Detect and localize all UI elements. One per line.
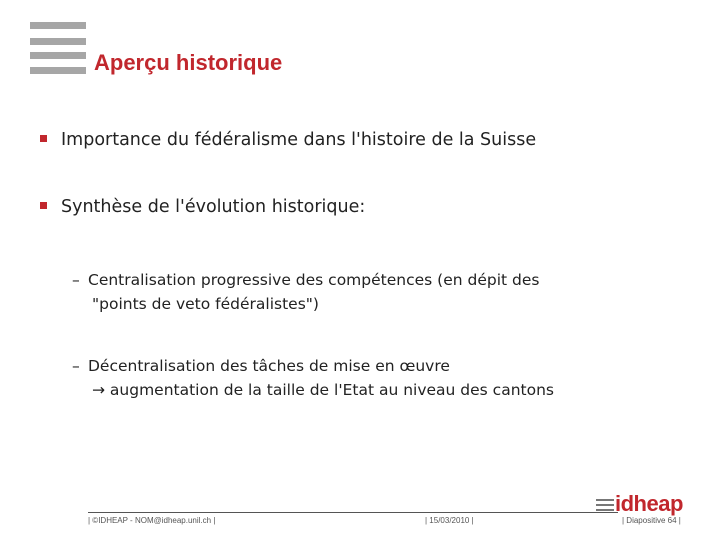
dash-icon: – xyxy=(72,357,80,375)
sub-bullet-line: "points de veto fédéralistes") xyxy=(92,295,319,313)
bullet-item xyxy=(40,197,365,217)
logo-text: idheap xyxy=(615,491,683,516)
bullet-text: Importance du fédéralisme dans l'histoire de la Suisse xyxy=(61,130,537,150)
header-bar xyxy=(30,67,86,74)
footer-date: | 15/03/2010 | xyxy=(425,516,474,525)
footer-author: | ©IDHEAP - NOM@idheap.unil.ch | xyxy=(88,516,216,525)
sub-bullet-line: Décentralisation des tâches de mise en œuvre xyxy=(88,357,450,375)
footer-rule xyxy=(88,512,618,513)
slide-title: Aperçu historique xyxy=(94,50,283,75)
sub-bullet-line: Centralisation progressive des compétences (en dépit des xyxy=(88,271,540,289)
sub-bullet-item xyxy=(72,268,539,316)
bullet-square-icon xyxy=(40,135,47,142)
dash-icon: – xyxy=(72,271,80,289)
header-bar xyxy=(30,38,86,45)
logo-lines-icon xyxy=(596,499,616,513)
bullet-text: Synthèse de l'évolution historique: xyxy=(61,197,366,217)
bullet-square-icon xyxy=(40,202,47,209)
footer-slide-number: | Diapositive 64 | xyxy=(622,516,681,525)
header-bar xyxy=(30,52,86,59)
sub-bullet-line: → augmentation de la taille de l'Etat au niveau des cantons xyxy=(92,381,554,399)
header-bar xyxy=(30,22,86,29)
sub-bullet-item xyxy=(72,354,554,402)
bullet-item xyxy=(40,130,536,150)
